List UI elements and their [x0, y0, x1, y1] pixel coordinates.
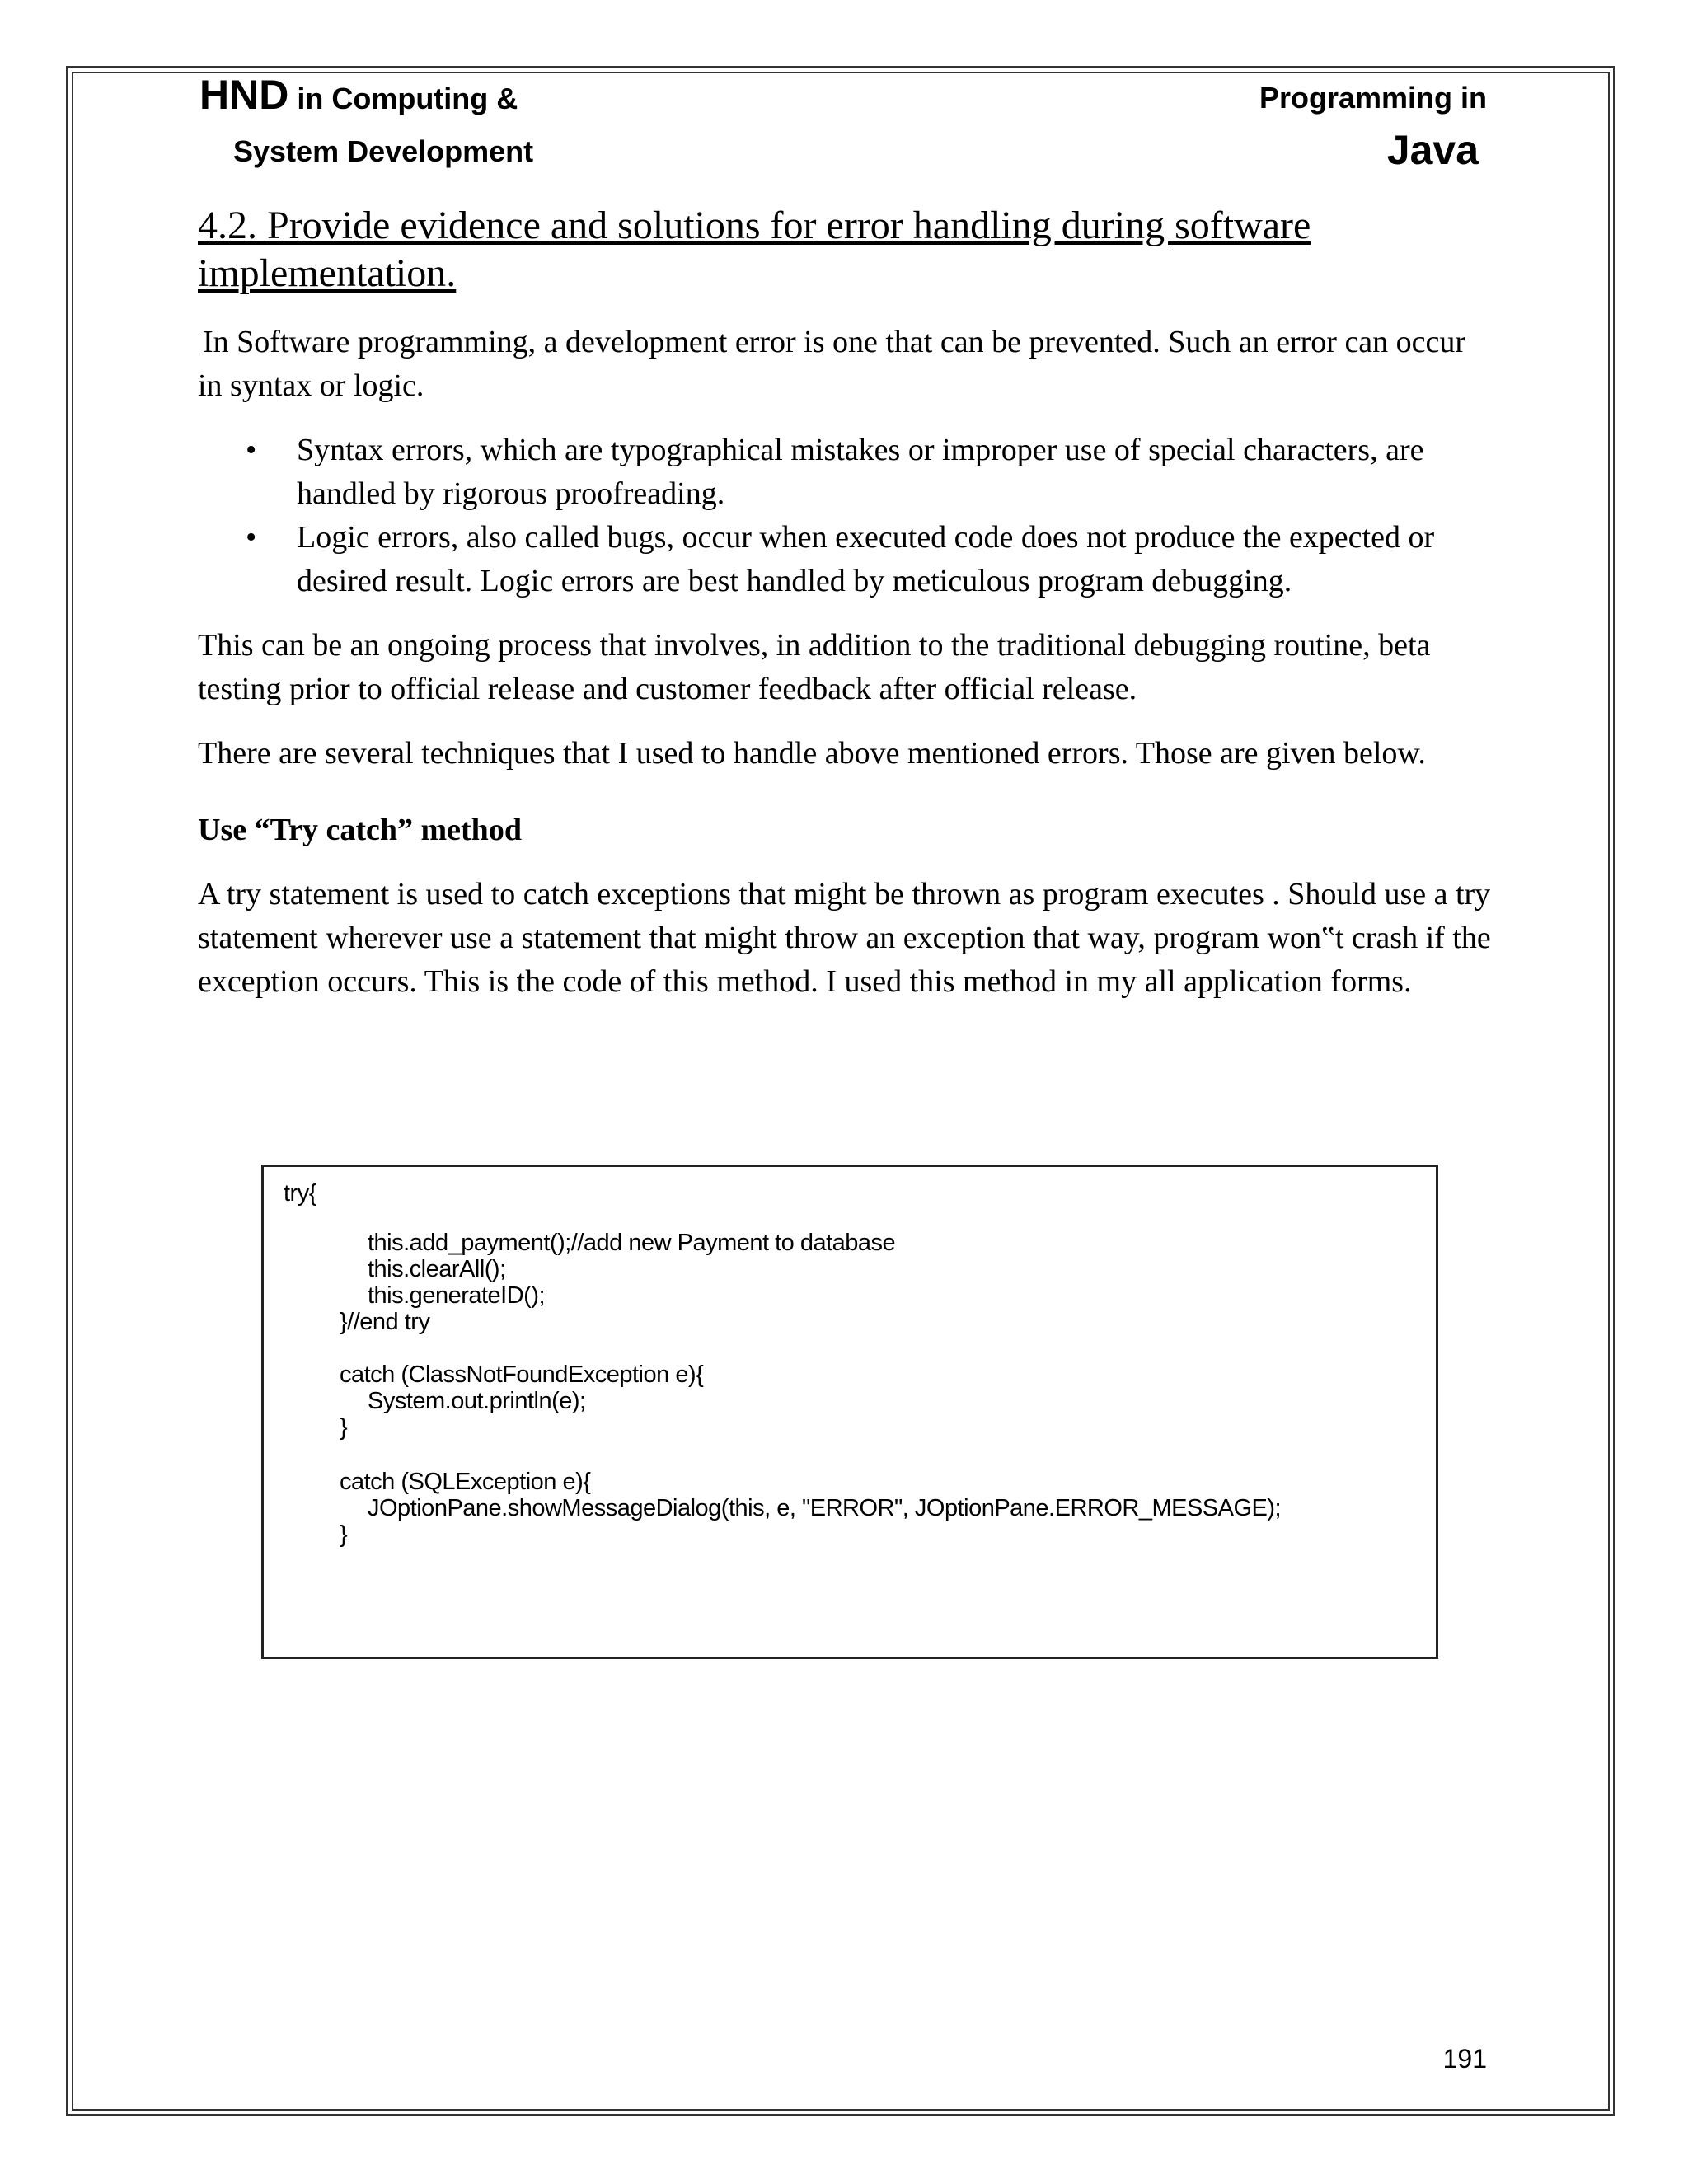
error-types-list	[198, 429, 1492, 603]
header-course-text: in Computing &	[288, 82, 518, 115]
code-line: }	[340, 1521, 348, 1548]
code-line: this.add_payment();//add new Payment to database	[368, 1230, 896, 1256]
header-course-line1	[199, 71, 518, 119]
paragraph-intro: In Software programming, a development error is one that can be prevented. Such an error can occur in syntax or logic.	[198, 325, 1466, 403]
header-course-line2: System Development	[233, 134, 534, 168]
code-line: try{	[284, 1180, 316, 1207]
header-module-line1: Programming in	[1259, 81, 1487, 115]
subheading-try-catch: Use “Try catch” method	[198, 813, 522, 847]
code-listing	[261, 1165, 1438, 1659]
list-item-text: Logic errors, also called bugs, occur when executed code does not produce the expected or desired result. Logic errors are best handled by meticulous program debugging.	[297, 520, 1435, 598]
bullet-icon: •	[246, 433, 257, 467]
header-hnd: HND	[199, 72, 289, 118]
code-line: catch (ClassNotFoundException e){	[340, 1361, 704, 1388]
code-line: catch (SQLException e){	[340, 1469, 591, 1495]
paragraph-techniques: There are several techniques that I used to handle above mentioned errors. Those are given below.	[198, 736, 1426, 771]
section-title: 4.2. Provide evidence and solutions for error handling during software implementation.	[198, 204, 1311, 295]
page-number: 191	[1442, 2044, 1487, 2074]
document-body	[198, 202, 1492, 1024]
code-line: JOptionPane.showMessageDialog(this, e, "ERROR", JOptionPane.ERROR_MESSAGE);	[368, 1495, 1282, 1521]
header-module-line2: Java	[1386, 127, 1479, 173]
list-item	[198, 429, 1492, 516]
code-line: }//end try	[340, 1309, 430, 1335]
code-line: }	[340, 1414, 348, 1441]
bullet-icon: •	[246, 520, 257, 555]
code-line: this.generateID();	[368, 1282, 546, 1309]
code-line: this.clearAll();	[368, 1256, 506, 1282]
list-item-text: Syntax errors, which are typographical mistakes or improper use of special characters, are handled by rigorous proofreading.	[297, 433, 1424, 511]
list-item	[198, 516, 1492, 603]
paragraph-process: This can be an ongoing process that involves, in addition to the traditional debugging routine, beta testing prior to official release and customer feedback after official release.	[198, 628, 1431, 706]
code-line: System.out.println(e);	[368, 1388, 586, 1414]
paragraph-try-statement: A try statement is used to catch exceptions that might be thrown as program executes . Should use a try statement wherever use a statement that might throw an exception that way, program won‟t crash if the exception occurs. This is the code of this method. I used this method in my all application forms.	[198, 877, 1491, 999]
